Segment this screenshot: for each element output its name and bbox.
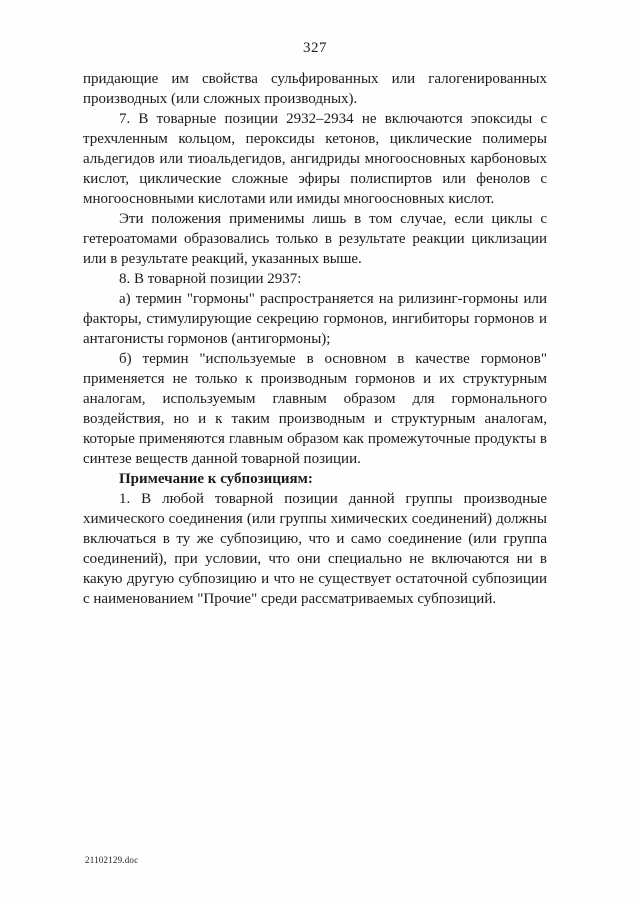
page-number: 327: [303, 40, 327, 56]
paragraph-subposition-note-1: 1. В любой товарной позиции данной группы производные химического соединения (или группы химических соединений) должны включаться в ту же субпозицию, что и само соединение (или группа соединений), при условии, что они специально не включаются ни в какую другую субпозицию и что не существует остаточной субпозиции с наименованием "Прочие" среди рассматриваемых субпозиций.: [83, 491, 547, 607]
footer-filename: 21102129.doc: [85, 855, 139, 865]
paragraph-note-7-provisions: Эти положения применимы лишь в том случае, если циклы с гетероатомами образовались только в результате реакции циклизации или в результате реакций, указанных выше.: [83, 211, 547, 267]
subposition-note-heading: Примечание к субпозициям:: [119, 471, 313, 487]
paragraph-note-8a: а) термин "гормоны" распространяется на рилизинг-гормоны или факторы, стимулирующие секрецию гормонов, ингибиторы гормонов и антагонисты гормонов (антигормоны);: [83, 291, 547, 347]
paragraph-continuation: придающие им свойства сульфированных или галогенированных производных (или сложных производных).: [83, 71, 547, 107]
paragraph-note-7: 7. В товарные позиции 2932–2934 не включаются эпоксиды с трехчленным кольцом, пероксиды кетонов, циклические полимеры альдегидов или тиоальдегидов, ангидриды многоосновных карбоновых кислот, циклические сложные эфиры полиспиртов или фенолов с многоосновными кислотами или имиды многоосновных кислот.: [83, 111, 547, 207]
paragraph-note-8b: б) термин "используемые в основном в качестве гормонов" применяется не только к производным гормонов и их структурным аналогам, используемым главным образом для гормонального воздействия, но и к таким производным и структурным аналогам, которые применяются главным образом как промежуточные продукты в синтезе веществ данной товарной позиции.: [83, 351, 547, 467]
paragraph-note-8: 8. В товарной позиции 2937:: [119, 271, 302, 287]
document-body: [83, 69, 547, 609]
